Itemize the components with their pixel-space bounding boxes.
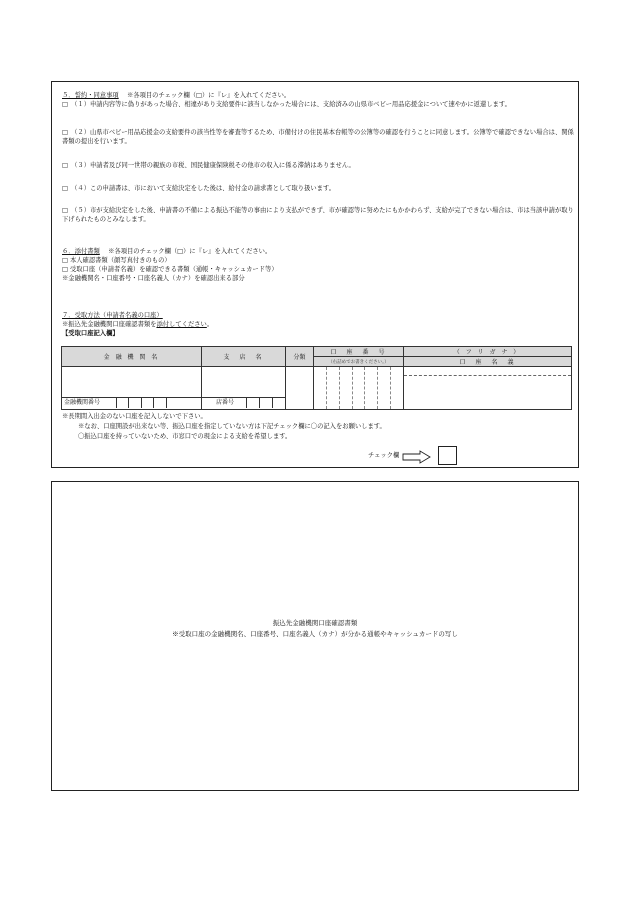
bank-name-input[interactable] [62, 367, 202, 398]
col-type: 分類 [286, 347, 314, 367]
section6-header [62, 247, 271, 256]
section6-note: ※各項目のチェック欄（□）に『レ』を入れてください。 [108, 248, 272, 255]
section5-note: ※各項目のチェック欄（□）に『レ』を入れてください。 [126, 92, 291, 99]
section7-note-2: ※なお、口座開設が出来ない等、振込口座を指定していない方は下記チェック欄に〇の記入をお願いします。 [78, 423, 386, 430]
section5-header [62, 91, 290, 100]
attachment-item-note: ※金融機関名・口座番号・口座名義人（カナ）を確認出来る部分 [62, 275, 245, 282]
bank-document-attachment-area[interactable] [51, 481, 579, 791]
section6-heading: ６．添付書類 [62, 248, 100, 255]
col-account-number-note: （右詰めでお書きください。） [314, 357, 404, 367]
col-branch-name: 支 店 名 [202, 347, 286, 367]
pledge-item-5[interactable]: □ （５）市が支給決定をした後、申請書の不備による振込不能等の事由により支払ができず、市が確認等に努めたにもかかわらず、支給が完了できない場合は、市は当該申請が取り下げられたものとみなします。 [62, 207, 574, 223]
account-entry-table [61, 346, 572, 410]
right-arrow-icon [402, 450, 432, 464]
col-bank-name: 金 融 機 関 名 [62, 347, 202, 367]
account-table-caption: 【受取口座記入欄】 [62, 330, 119, 337]
furigana-line[interactable] [404, 367, 571, 376]
attachment-title: 振込先金融機関口座確認書類 [272, 619, 358, 627]
col-furigana: （ フ リ ガ ナ ） [404, 347, 572, 357]
account-type-input[interactable] [286, 367, 314, 410]
branch-code-input[interactable] [202, 397, 286, 409]
holder-name-input[interactable] [404, 367, 572, 410]
bank-code-input[interactable] [62, 397, 202, 409]
branch-name-input[interactable] [202, 367, 286, 398]
application-form-panel [51, 81, 579, 468]
section7-note-1: ※長期間入出金のない口座を記入しないで下さい。 [62, 413, 207, 420]
pledge-item-4[interactable]: □ （４）この申請書は、市において支給決定をした後は、給付金の請求書として取り扱います。 [62, 185, 336, 192]
account-number-input[interactable] [314, 367, 404, 410]
pledge-item-1[interactable]: □ （１）申請内容等に偽りがあった場合、相違があり支給要件に該当しなかった場合には、支給済みの山県市ベビー用品応援金について速やかに返還します。 [62, 101, 511, 108]
attachment-item-account[interactable]: □ 受取口座（申請者名義）を確認できる書類（通帳・キャッシュカード等） [62, 266, 278, 273]
col-holder-name: 口 座 名 義 [404, 357, 572, 367]
section7-note [62, 320, 213, 329]
attachment-item-id[interactable]: □ 本人確認書類（顔写真付きのもの） [62, 257, 171, 264]
col-account-number: 口 座 番 号 [314, 347, 404, 357]
section7-heading: ７．受取方法（申請者名義の口座） [62, 312, 163, 319]
section7-note-prefix: ※振込先金融機関口座確認書類を [62, 321, 157, 328]
section5-heading: ５．誓約・同意事項 [62, 92, 119, 99]
cash-pickup-checkbox[interactable] [438, 446, 457, 465]
pledge-item-3[interactable]: □ （３）申請者及び同一世帯の親族の市税、国民健康保険税その他市の収入に係る滞納はありません。 [62, 162, 355, 169]
bank-code-label: 金融機関番号 [62, 398, 117, 408]
section7-note-suffix: 。 [206, 321, 214, 328]
pledge-item-2[interactable]: □ （２）山県市ベビー用品応援金の支給要件の該当性等を審査等するため、市備付けの住民基本台帳等の公簿等の確認を行うことに同意します。公簿等で確認できない場合は、関係書類の提出を行います。 [62, 129, 574, 145]
check-label: チェック欄 [368, 452, 400, 459]
branch-code-label: 店番号 [202, 398, 247, 408]
section7-note-underlined: 添付してください [156, 321, 207, 328]
section7-note-3: 〇振込口座を持っていないため、市窓口での現金による支給を希望します。 [78, 433, 292, 440]
attachment-subtitle: ※受取口座の金融機関名、口座番号、口座名義人（カナ）が分かる通帳やキャッシュカードの写し [172, 630, 458, 638]
